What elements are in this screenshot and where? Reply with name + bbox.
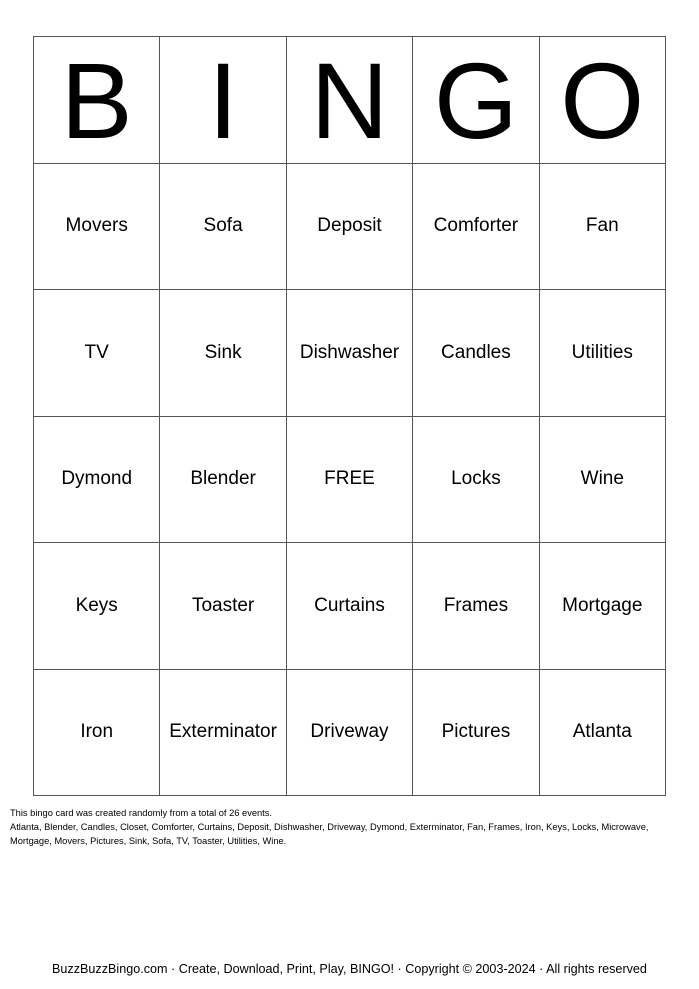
bingo-cell: TV <box>34 290 160 417</box>
bingo-cell: Curtains <box>287 543 413 670</box>
free-space-cell: FREE <box>287 417 413 544</box>
bingo-card <box>33 36 666 796</box>
bingo-cell: Exterminator <box>160 670 286 797</box>
header-letter-i: I <box>160 37 286 164</box>
header-letter-b: B <box>34 37 160 164</box>
bingo-cell: Keys <box>34 543 160 670</box>
bingo-cell: Toaster <box>160 543 286 670</box>
bingo-cell: Movers <box>34 164 160 291</box>
notes-event-list: Atlanta, Blender, Candles, Closet, Comforter, Curtains, Deposit, Dishwasher, Driveway, Dymond, Exterminator, Fan, Frames, Iron, Keys, Locks, Microwave, Mortgage, Movers, Pictures, Sink, Sofa, TV, Toaster, Utilities, Wine. <box>10 822 649 846</box>
bingo-cell: Comforter <box>413 164 539 291</box>
bingo-cell: Pictures <box>413 670 539 797</box>
bingo-cell: Dishwasher <box>287 290 413 417</box>
bingo-cell: Locks <box>413 417 539 544</box>
notes-summary: This bingo card was created randomly from a total of 26 events. <box>10 808 272 818</box>
bingo-cell: Deposit <box>287 164 413 291</box>
header-letter-o: O <box>540 37 666 164</box>
card-notes <box>10 806 690 848</box>
bingo-cell: Wine <box>540 417 666 544</box>
header-letter-n: N <box>287 37 413 164</box>
bingo-cell: Sofa <box>160 164 286 291</box>
bingo-cell: Driveway <box>287 670 413 797</box>
bingo-cell: Mortgage <box>540 543 666 670</box>
bingo-cell: Iron <box>34 670 160 797</box>
bingo-cell: Sink <box>160 290 286 417</box>
bingo-cell: Candles <box>413 290 539 417</box>
bingo-cell: Frames <box>413 543 539 670</box>
page-footer: BuzzBuzzBingo.com · Create, Download, Print, Play, BINGO! · Copyright © 2003-2024 · All rights reserved <box>52 962 647 976</box>
bingo-cell: Fan <box>540 164 666 291</box>
bingo-cell: Blender <box>160 417 286 544</box>
bingo-cell: Utilities <box>540 290 666 417</box>
bingo-cell: Atlanta <box>540 670 666 797</box>
header-letter-g: G <box>413 37 539 164</box>
bingo-cell: Dymond <box>34 417 160 544</box>
